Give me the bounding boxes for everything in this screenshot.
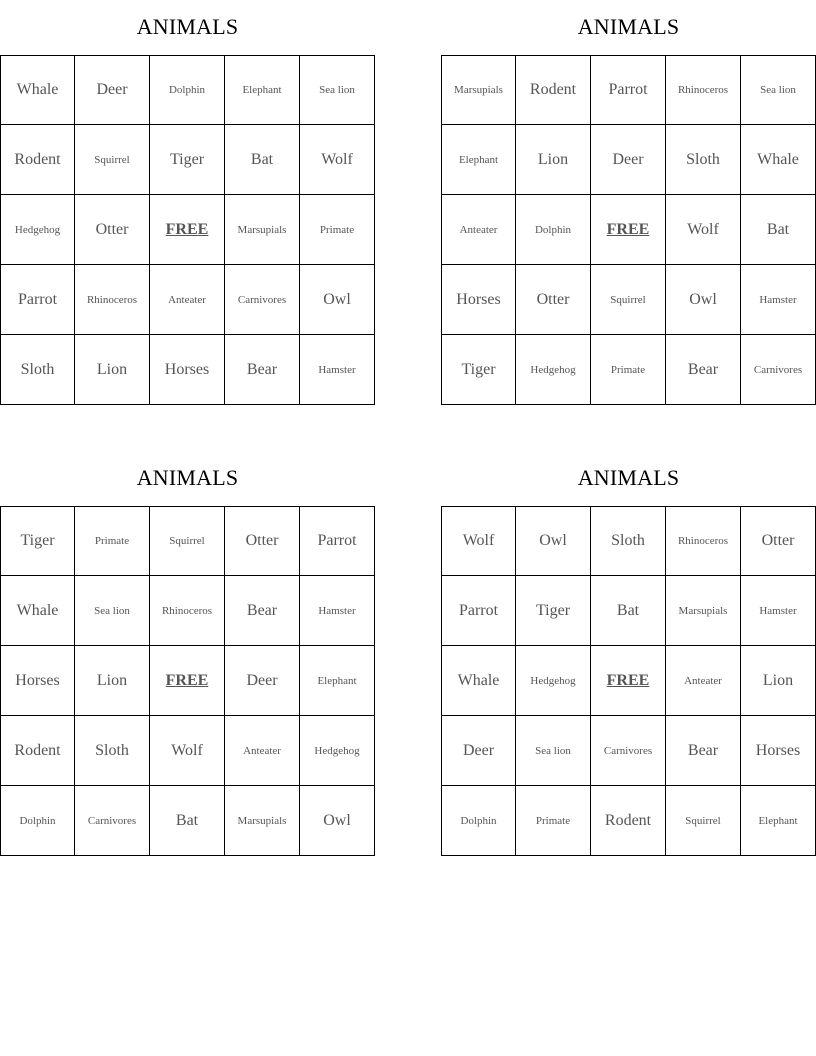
bingo-card-4	[441, 451, 816, 856]
bingo-cell: Dolphin	[516, 195, 591, 265]
bingo-cell: Parrot	[591, 55, 666, 125]
bingo-cell: Whale	[441, 646, 516, 716]
bingo-cell: Tiger	[441, 335, 516, 405]
bingo-cell: Deer	[75, 55, 150, 125]
bingo-cell: Horses	[741, 716, 816, 786]
bingo-cell: Squirrel	[150, 506, 225, 576]
bingo-cell: Lion	[741, 646, 816, 716]
bingo-cell: Wolf	[666, 195, 741, 265]
bingo-card-2	[441, 0, 816, 405]
bingo-cell: Carnivores	[75, 786, 150, 856]
bingo-cell: Anteater	[441, 195, 516, 265]
card-title: ANIMALS	[577, 465, 680, 490]
bingo-grid	[0, 55, 375, 405]
bingo-cell: Otter	[225, 506, 300, 576]
bingo-cell: Horses	[0, 646, 75, 716]
bingo-cell: Marsupials	[225, 786, 300, 856]
bingo-grid	[0, 506, 375, 856]
bingo-cell: Anteater	[225, 716, 300, 786]
bingo-cell: Sloth	[75, 716, 150, 786]
bingo-cell: Hedgehog	[0, 195, 75, 265]
bingo-cell: Anteater	[666, 646, 741, 716]
bingo-cell: Elephant	[225, 55, 300, 125]
bingo-cell: Tiger	[150, 125, 225, 195]
bingo-cell: Rodent	[516, 55, 591, 125]
bingo-cell: Hamster	[300, 576, 375, 646]
bingo-cell: Owl	[666, 265, 741, 335]
bingo-cell: Parrot	[300, 506, 375, 576]
bingo-cell: Hedgehog	[300, 716, 375, 786]
bingo-cell: Rodent	[591, 786, 666, 856]
bingo-cell: Carnivores	[591, 716, 666, 786]
bingo-cell: Hedgehog	[516, 646, 591, 716]
bingo-cell: Squirrel	[666, 786, 741, 856]
card-title: ANIMALS	[577, 14, 680, 39]
free-space: FREE	[150, 646, 225, 716]
bingo-cell: Sloth	[666, 125, 741, 195]
bingo-cell: Primate	[300, 195, 375, 265]
bingo-cell: Sloth	[591, 506, 666, 576]
bingo-cell: Anteater	[150, 265, 225, 335]
bingo-cell: Squirrel	[75, 125, 150, 195]
bingo-cell: Sea lion	[741, 55, 816, 125]
bingo-cell: Deer	[441, 716, 516, 786]
bingo-cell: Lion	[75, 335, 150, 405]
bingo-cell: Squirrel	[591, 265, 666, 335]
bingo-cell: Horses	[150, 335, 225, 405]
bingo-cell: Wolf	[300, 125, 375, 195]
bingo-cell: Elephant	[300, 646, 375, 716]
bingo-cell: Primate	[516, 786, 591, 856]
bingo-cell: Rodent	[0, 125, 75, 195]
bingo-cell: Primate	[75, 506, 150, 576]
bingo-cell: Bear	[666, 335, 741, 405]
bingo-cell: Tiger	[0, 506, 75, 576]
bingo-cell: Lion	[75, 646, 150, 716]
free-space: FREE	[150, 195, 225, 265]
bingo-cell: Hamster	[741, 265, 816, 335]
bingo-cell: Horses	[441, 265, 516, 335]
card-title: ANIMALS	[136, 465, 239, 490]
bingo-cell: Carnivores	[741, 335, 816, 405]
bingo-cell: Dolphin	[0, 786, 75, 856]
bingo-card-1	[0, 0, 375, 405]
bingo-cell: Deer	[225, 646, 300, 716]
bingo-cell: Marsupials	[441, 55, 516, 125]
bingo-cell: Owl	[300, 265, 375, 335]
bingo-cell: Sea lion	[516, 716, 591, 786]
bingo-cell: Tiger	[516, 576, 591, 646]
bingo-cell: Hamster	[741, 576, 816, 646]
bingo-cell: Dolphin	[441, 786, 516, 856]
bingo-cell: Whale	[0, 55, 75, 125]
bingo-cell: Hedgehog	[516, 335, 591, 405]
bingo-cell: Otter	[75, 195, 150, 265]
bingo-cell: Marsupials	[225, 195, 300, 265]
bingo-cell: Wolf	[441, 506, 516, 576]
bingo-cell: Bear	[225, 576, 300, 646]
bingo-cell: Owl	[300, 786, 375, 856]
bingo-cell: Dolphin	[150, 55, 225, 125]
bingo-cell: Lion	[516, 125, 591, 195]
bingo-cell: Rodent	[0, 716, 75, 786]
bingo-cell: Bat	[591, 576, 666, 646]
bingo-grid	[441, 506, 816, 856]
bingo-cell: Bear	[225, 335, 300, 405]
bingo-cell: Sloth	[0, 335, 75, 405]
bingo-cell: Hamster	[300, 335, 375, 405]
card-title: ANIMALS	[136, 14, 239, 39]
bingo-cell: Marsupials	[666, 576, 741, 646]
bingo-cell: Parrot	[0, 265, 75, 335]
bingo-cell: Owl	[516, 506, 591, 576]
bingo-cell: Sea lion	[75, 576, 150, 646]
free-space: FREE	[591, 646, 666, 716]
bingo-cell: Otter	[516, 265, 591, 335]
bingo-cell: Deer	[591, 125, 666, 195]
bingo-cell: Sea lion	[300, 55, 375, 125]
bingo-cell: Whale	[0, 576, 75, 646]
bingo-cell: Rhinoceros	[666, 55, 741, 125]
bingo-cell: Bat	[741, 195, 816, 265]
bingo-cell: Rhinoceros	[75, 265, 150, 335]
bingo-cell: Primate	[591, 335, 666, 405]
bingo-cell: Carnivores	[225, 265, 300, 335]
bingo-cell: Rhinoceros	[150, 576, 225, 646]
bingo-cell: Rhinoceros	[666, 506, 741, 576]
bingo-grid	[441, 55, 816, 405]
bingo-cell: Bat	[225, 125, 300, 195]
bingo-cell: Otter	[741, 506, 816, 576]
bingo-cell: Elephant	[441, 125, 516, 195]
bingo-cell: Elephant	[741, 786, 816, 856]
bingo-card-3	[0, 451, 375, 856]
bingo-cell: Parrot	[441, 576, 516, 646]
bingo-cell: Wolf	[150, 716, 225, 786]
bingo-cell: Whale	[741, 125, 816, 195]
bingo-cell: Bat	[150, 786, 225, 856]
free-space: FREE	[591, 195, 666, 265]
bingo-cell: Bear	[666, 716, 741, 786]
